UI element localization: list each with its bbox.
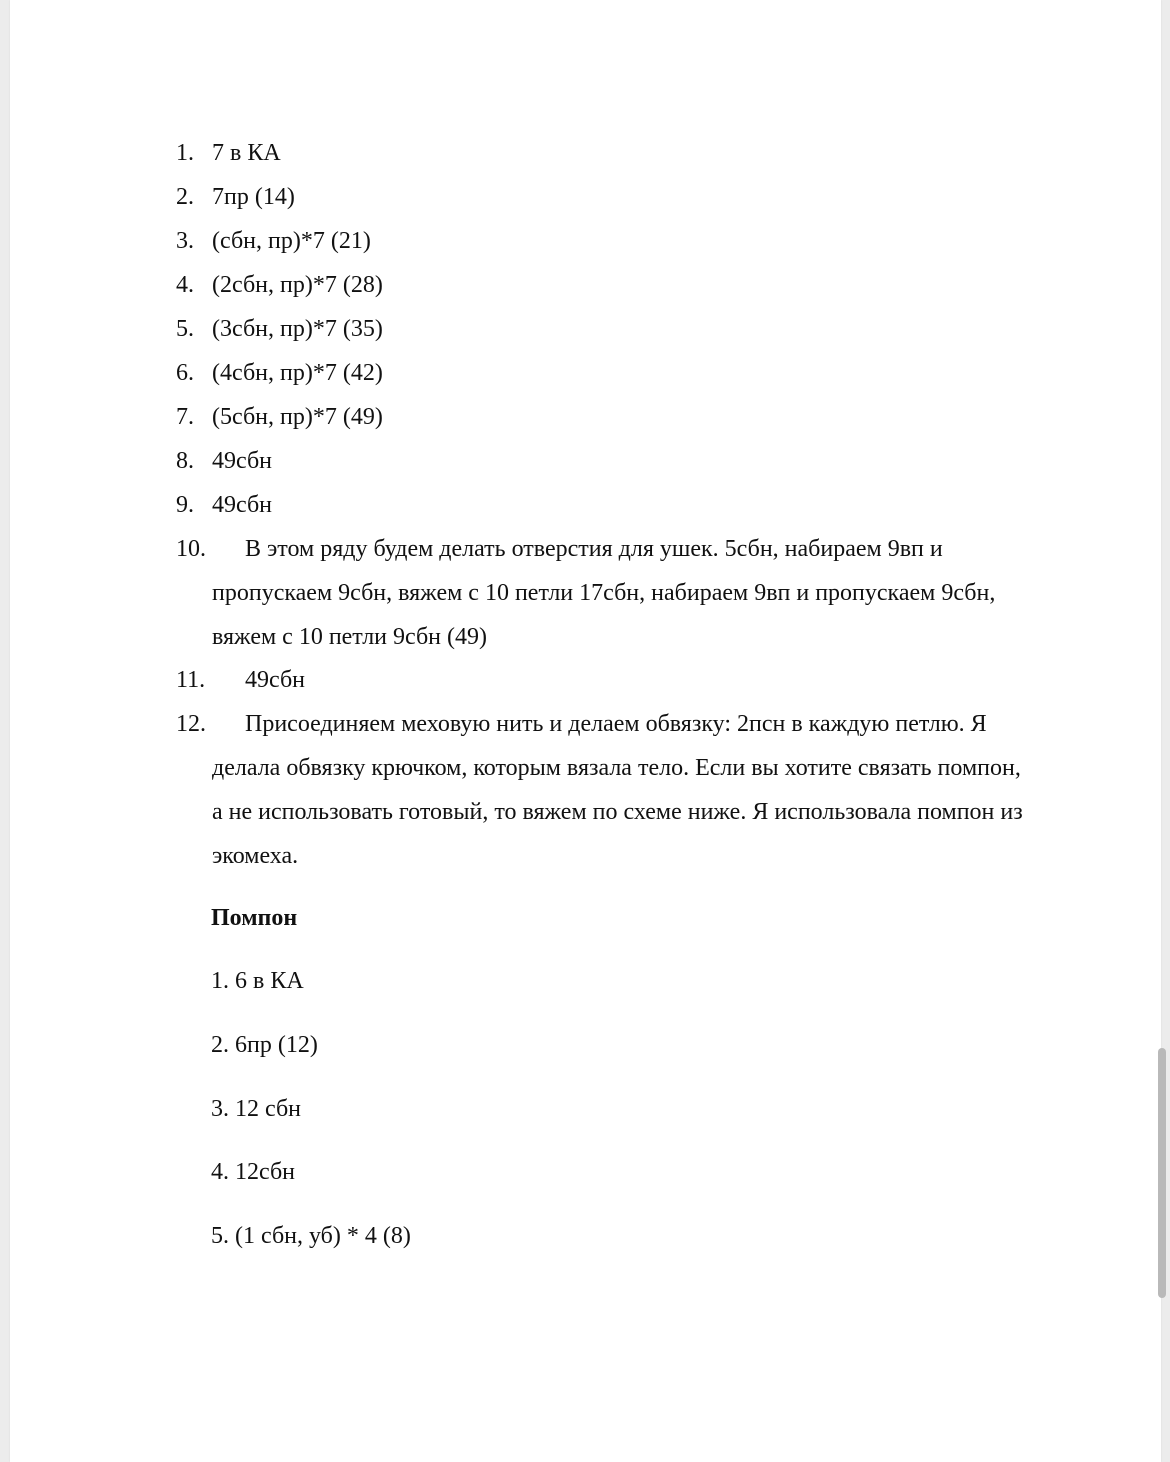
pompom-heading: Помпон [211,905,298,931]
row-number: 11. [176,667,206,693]
row-text: (сбн, пр)*7 (21) [212,228,371,254]
row-text: Присоединяем меховую нить и делаем обвязку: 2псн в каждую петлю. Я делала обвязку крючком, которым вязала тело. Если вы хотите связать помпон, а не использовать готовый, то вяжем по схеме ниже. Я использовала помпон из экомеха. [212,711,1023,869]
row-number: 9. [176,492,194,518]
row-number: 2. [176,184,194,210]
row-number: 8. [176,448,194,474]
row-text: 49сбн [245,667,305,693]
row-number: 5. [176,316,194,342]
vertical-scrollbar[interactable] [1158,1048,1166,1298]
row-text: 49сбн [212,448,272,474]
row-number: 3. [176,228,194,254]
row-text-wrap [176,658,1036,702]
row-number: 12. [176,711,206,737]
document-page [10,0,1161,1462]
pattern-row [176,175,1036,219]
pompom-row: 3. 12 сбн [211,1096,301,1122]
pattern-row [176,219,1036,263]
row-number: 10. [176,536,206,562]
pattern-row [176,658,1036,702]
row-text: 7 в КА [212,140,281,166]
pattern-row [176,307,1036,351]
pompom-row: 1. 6 в КА [211,968,304,994]
pompom-row: 4. 12сбн [211,1159,295,1185]
pattern-row [176,439,1036,483]
pattern-row [176,263,1036,307]
pompom-row: 5. (1 сбн, уб) * 4 (8) [211,1223,411,1249]
row-text: 7пр (14) [212,184,295,210]
pattern-row [176,351,1036,395]
pattern-row [176,131,1036,175]
row-text: 49сбн [212,492,272,518]
pattern-row [176,395,1036,439]
pattern-row [176,702,1036,878]
row-number: 1. [176,140,194,166]
row-text: (2сбн, пр)*7 (28) [212,272,383,298]
row-text: (5сбн, пр)*7 (49) [212,404,383,430]
row-text-wrap [176,702,1036,878]
row-number: 6. [176,360,194,386]
row-text: В этом ряду будем делать отверстия для ушек. 5сбн, набираем 9вп и пропускаем 9сбн, вяжем с 10 петли 17сбн, набираем 9вп и пропускаем 9сбн, вяжем с 10 петли 9сбн (49) [212,536,996,650]
row-number: 4. [176,272,194,298]
row-text: (4сбн, пр)*7 (42) [212,360,383,386]
pattern-row [176,527,1036,659]
document-content [10,0,1161,1462]
row-text: (3сбн, пр)*7 (35) [212,316,383,342]
pompom-row: 2. 6пр (12) [211,1032,318,1058]
row-number: 7. [176,404,194,430]
row-text-wrap [176,527,1036,659]
pattern-row [176,483,1036,527]
